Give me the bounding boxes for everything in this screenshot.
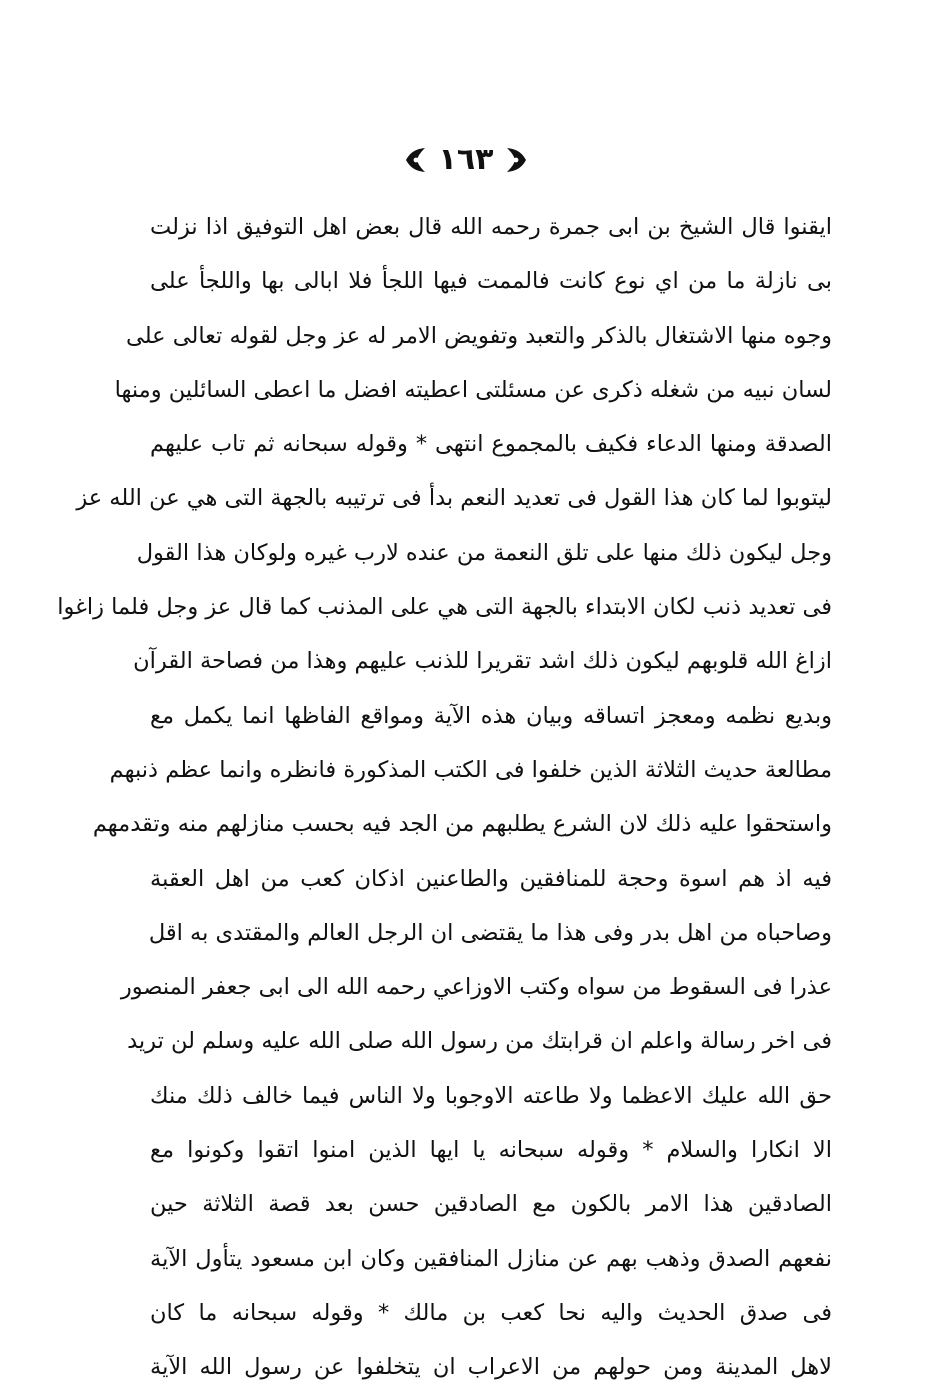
text-line: نفعهم الصدق وذهب بهم عن منازل المنافقين وكان ابن مسعود يتأول الآية <box>150 1245 832 1272</box>
text-line: بى نازلة ما من اي نوع كانت فالممت فيها اللجأ فلا ابالى بها واللجأ على <box>150 268 832 295</box>
text-line: فيه اذ هم اسوة وحجة للمنافقين والطاعنين اذكان كعب من اهل العقبة <box>150 865 832 892</box>
page-number: ١٦٣ <box>438 142 494 177</box>
text-line: وجل ليكون ذلك منها على تلق النعمة من عنده لارب غيره ولوكان هذا القول <box>136 539 832 566</box>
body-text <box>57 200 832 1395</box>
text-line: وجوه منها الاشتغال بالذكر والتعبد وتفويض الامر له عز وجل لقوله تعالى على <box>125 322 832 349</box>
right-flourish-icon <box>503 145 529 175</box>
text-line: الصادقين هذا الامر بالكون مع الصادقين حسن بعد قصة الثلاثة حين <box>150 1191 832 1218</box>
text-line: حق الله عليك الاعظما ولا طاعته الاوجوبا ولا الناس فيما خالف ذلك منك <box>150 1082 832 1109</box>
left-flourish-icon <box>403 145 429 175</box>
text-line: ايقنوا قال الشيخ بن ابى جمرة رحمه الله قال بعض اهل التوفيق اذا نزلت <box>150 214 832 240</box>
text-line: فى صدق الحديث واليه نحا كعب بن مالك * وقوله سبحانه ما كان <box>150 1299 832 1326</box>
text-line: ازاغ الله قلوبهم ليكون ذلك اشد تقريرا للذنب عليهم وهذا من فصاحة القرآن <box>133 648 832 675</box>
text-line: فى تعديد ذنب لكان الابتداء بالجهة التى هي على المذنب كما قال عز وجل فلما زاغوا <box>57 594 832 621</box>
text-line: لاهل المدينة ومن حولهم من الاعراب ان يتخلفوا عن رسول الله الآية <box>150 1354 832 1381</box>
text-line: الصدقة ومنها الدعاء فكيف بالمجموع انتهى * وقوله سبحانه ثم تاب عليهم <box>150 431 832 458</box>
text-line: الا انكارا والسلام * وقوله سبحانه يا ايها الذين امنوا اتقوا وكونوا مع <box>150 1137 832 1164</box>
text-line: مطالعة حديث الثلاثة الذين خلفوا فى الكتب المذكورة فانظره وانما عظم ذنبهم <box>109 756 832 783</box>
text-line: وصاحباه من اهل بدر وفى هذا ما يقتضى ان الرجل العالم والمقتدى به اقل <box>148 919 832 946</box>
text-line: واستحقوا عليه ذلك لان الشرع يطلبهم من الجد فيه بحسب منازلهم منه وتقدمهم <box>92 811 832 838</box>
text-line: عذرا فى السقوط من سواه وكتب الاوزاعي رحمه الله الى ابى جعفر المنصور <box>120 974 832 1001</box>
page-header <box>0 138 932 182</box>
text-line: لسان نبيه من شغله ذكرى عن مسئلتى اعطيته افضل ما اعطى السائلين ومنها <box>114 376 832 403</box>
text-line: ليتوبوا لما كان هذا القول فى تعديد النعم بدأ فى ترتيبه بالجهة التى هي عن الله عز <box>76 485 832 512</box>
text-line: وبديع نظمه ومعجز اتساقه وبيان هذه الآية ومواقع الفاظها انما يكمل مع <box>150 702 832 729</box>
text-line: فى اخر رسالة واعلم ان قرابتك من رسول الله صلى الله عليه وسلم لن تريد <box>127 1028 832 1055</box>
